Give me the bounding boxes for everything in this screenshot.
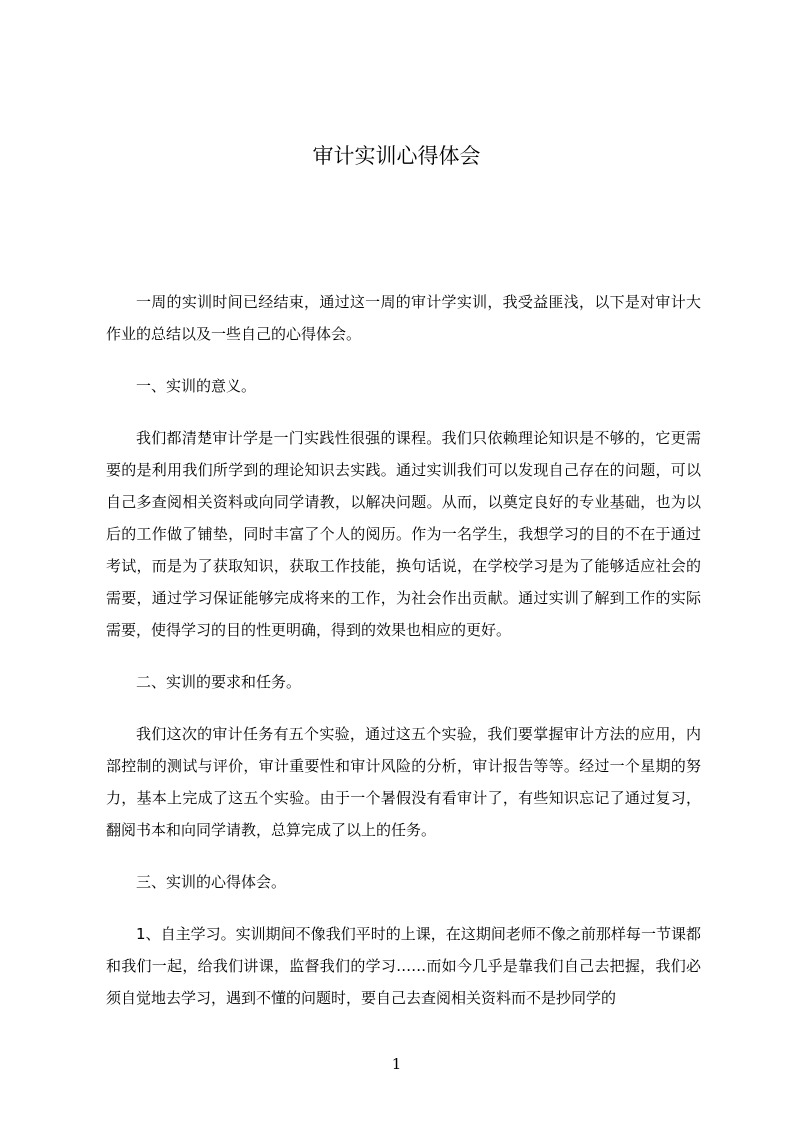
section-heading-reflections: 三、实训的心得体会。 (136, 873, 287, 891)
requirements-paragraph: 我们这次的审计任务有五个实验，通过这五个实验，我们要掌握审计方法的应用，内部控制的测试与评价，审计重要性和审计风险的分析，审计报告等等。经过一个星期的努力，基本上完成了这五个实验。由于一个暑假没有看审计了，有些知识忘记了通过复习，翻阅书本和向同学请教，总算完成了以上的任务。 (106, 725, 701, 839)
document-body (106, 286, 701, 1014)
section-heading-significance: 一、实训的意义。 (136, 377, 257, 395)
section-heading-requirements: 二、实训的要求和任务。 (136, 673, 302, 691)
intro-paragraph: 一周的实训时间已经结束，通过这一周的审计学实训，我受益匪浅，以下是对审计大作业的总结以及一些自己的心得体会。 (106, 293, 701, 343)
significance-paragraph: 我们都清楚审计学是一门实践性很强的课程。我们只依赖理论知识是不够的，它更需要的是利用我们所学到的理论知识去实践。通过实训我们可以发现自己存在的问题，可以自己多查阅相关资料或向同学请教，以解决问题。从而，以奠定良好的专业基础，也为以后的工作做了铺垫，同时丰富了个人的阅历。作为一名学生，我想学习的目的不在于通过考试，而是为了获取知识，获取工作技能，换句话说，在学校学习是为了能够适应社会的需要，通过学习保证能够完成将来的工作，为社会作出贡献。通过实训了解到工作的实际需要，使得学习的目的性更明确，得到的效果也相应的更好。 (106, 429, 701, 639)
document-title: 审计实训心得体会 (312, 144, 481, 168)
reflections-paragraph: 1、自主学习。实训期间不像我们平时的上课，在这期间老师不像之前那样每一节课都和我们一起，给我们讲课，监督我们的学习……而如今几乎是靠我们自己去把握，我们必须自觉地去学习，遇到不懂的问题时，要自己去查阅相关资料而不是抄同学的 (106, 925, 701, 1007)
page-number: 1 (391, 1055, 402, 1073)
